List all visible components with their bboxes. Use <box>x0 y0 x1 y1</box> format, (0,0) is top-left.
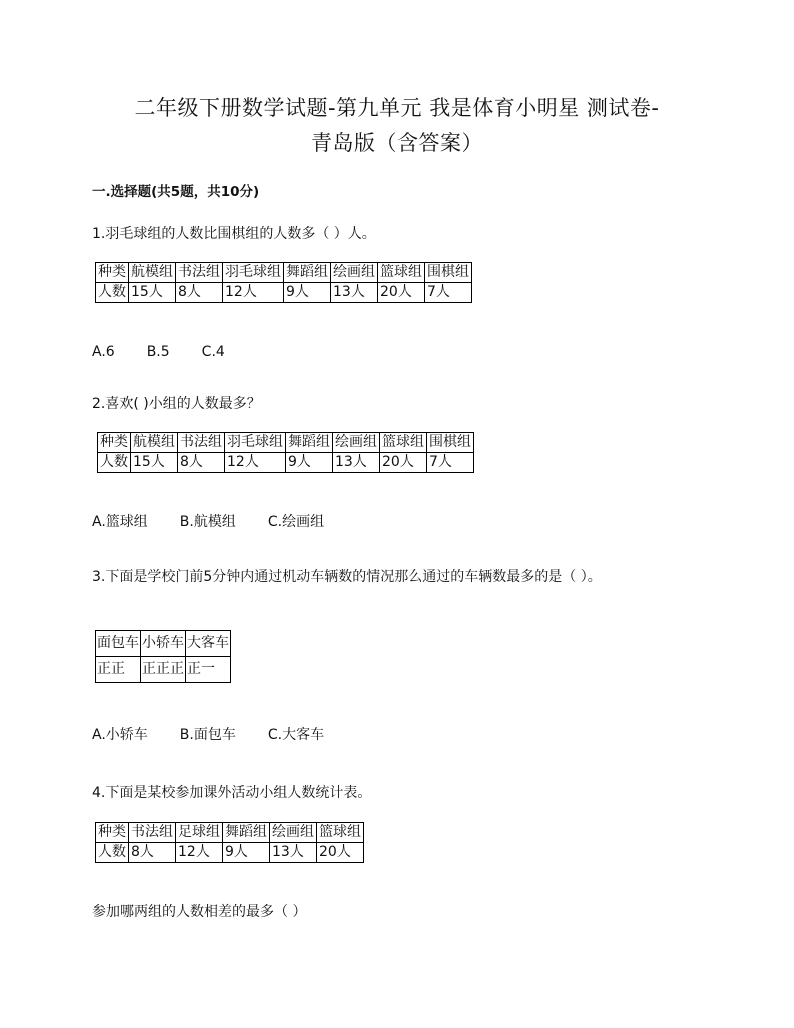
table-cell: 9人 <box>223 843 270 863</box>
option-c: C.大客车 <box>267 727 325 743</box>
table-cell: 8人 <box>176 283 223 303</box>
table-cell: 正正正 <box>141 657 186 683</box>
question-1-text: 1.羽毛球组的人数比围棋组的人数多（ ）人。 <box>92 226 376 242</box>
option-b: B.航模组 <box>179 514 236 530</box>
table-cell: 种类 <box>96 263 129 283</box>
table-cell: 书法组 <box>178 433 225 453</box>
table-cell: 9人 <box>286 453 333 473</box>
table-cell: 种类 <box>96 823 129 843</box>
table-cell: 舞蹈组 <box>284 263 331 283</box>
table-cell: 8人 <box>178 453 225 473</box>
table-cell: 9人 <box>284 283 331 303</box>
option-a: A.篮球组 <box>92 514 148 530</box>
table-cell: 书法组 <box>129 823 176 843</box>
table-cell: 8人 <box>129 843 176 863</box>
table-cell: 绘画组 <box>270 823 317 843</box>
table-cell: 篮球组 <box>380 433 427 453</box>
option-a: A.6 <box>92 344 115 360</box>
table-row <box>96 283 472 303</box>
table-cell: 人数 <box>96 283 129 303</box>
table-header-row <box>96 631 231 657</box>
question-4-followup: 参加哪两组的人数相差的最多（ ） <box>92 904 307 920</box>
table-cell: 绘画组 <box>333 433 380 453</box>
question-2-text: 2.喜欢( )小组的人数最多？ <box>92 396 261 412</box>
question-1-table <box>95 262 472 303</box>
table-cell: 羽毛球组 <box>223 263 284 283</box>
question-3-options <box>92 725 356 745</box>
table-cell: 20人 <box>380 453 427 473</box>
option-a: A.小轿车 <box>92 727 148 743</box>
table-row <box>98 453 474 473</box>
table-cell: 人数 <box>98 453 131 473</box>
option-b: B.5 <box>146 344 170 360</box>
table-cell: 20人 <box>317 843 364 863</box>
table-cell: 围棋组 <box>427 433 474 453</box>
table-cell: 绘画组 <box>331 263 378 283</box>
table-cell: 13人 <box>333 453 380 473</box>
table-cell: 书法组 <box>176 263 223 283</box>
question-4-text: 4.下面是某校参加课外活动小组人数统计表。 <box>92 785 372 801</box>
table-cell: 20人 <box>378 283 425 303</box>
option-b: B.面包车 <box>179 727 236 743</box>
question-3-table <box>95 630 231 683</box>
table-cell: 围棋组 <box>425 263 472 283</box>
table-cell: 篮球组 <box>378 263 425 283</box>
table-cell: 15人 <box>131 453 178 473</box>
table-cell: 15人 <box>129 283 176 303</box>
table-cell: 13人 <box>331 283 378 303</box>
section-heading: 一.选择题(共5题，共10分) <box>92 184 260 200</box>
table-cell: 12人 <box>225 453 286 473</box>
table-cell: 正一 <box>186 657 231 683</box>
question-2-table <box>97 432 474 473</box>
table-cell: 7人 <box>425 283 472 303</box>
table-cell: 舞蹈组 <box>286 433 333 453</box>
option-c: C.绘画组 <box>267 514 325 530</box>
table-cell: 面包车 <box>96 631 141 657</box>
table-header-row <box>96 823 364 843</box>
table-cell: 正正 <box>96 657 141 683</box>
table-header-row <box>96 263 472 283</box>
table-cell: 羽毛球组 <box>225 433 286 453</box>
table-cell: 种类 <box>98 433 131 453</box>
question-2-options <box>92 512 356 532</box>
table-header-row <box>98 433 474 453</box>
table-cell: 12人 <box>176 843 223 863</box>
question-1-options <box>92 342 257 362</box>
table-cell: 篮球组 <box>317 823 364 843</box>
table-cell: 小轿车 <box>141 631 186 657</box>
table-row <box>96 657 231 683</box>
table-cell: 航模组 <box>129 263 176 283</box>
document-title-line-1: 二年级下册数学试题-第九单元 我是体育小明星 测试卷- <box>134 96 660 120</box>
table-cell: 13人 <box>270 843 317 863</box>
table-cell: 舞蹈组 <box>223 823 270 843</box>
table-cell: 足球组 <box>176 823 223 843</box>
table-cell: 7人 <box>427 453 474 473</box>
table-cell: 大客车 <box>186 631 231 657</box>
question-4-table <box>95 822 364 863</box>
question-3-text: 3.下面是学校门前5分钟内通过机动车辆数的情况那么通过的车辆数最多的是（ ）。 <box>92 569 602 585</box>
table-cell: 航模组 <box>131 433 178 453</box>
option-c: C.4 <box>201 344 225 360</box>
table-cell: 12人 <box>223 283 284 303</box>
table-row <box>96 843 364 863</box>
table-cell: 人数 <box>96 843 129 863</box>
document-title-line-2: 青岛版（含答案） <box>311 131 483 155</box>
